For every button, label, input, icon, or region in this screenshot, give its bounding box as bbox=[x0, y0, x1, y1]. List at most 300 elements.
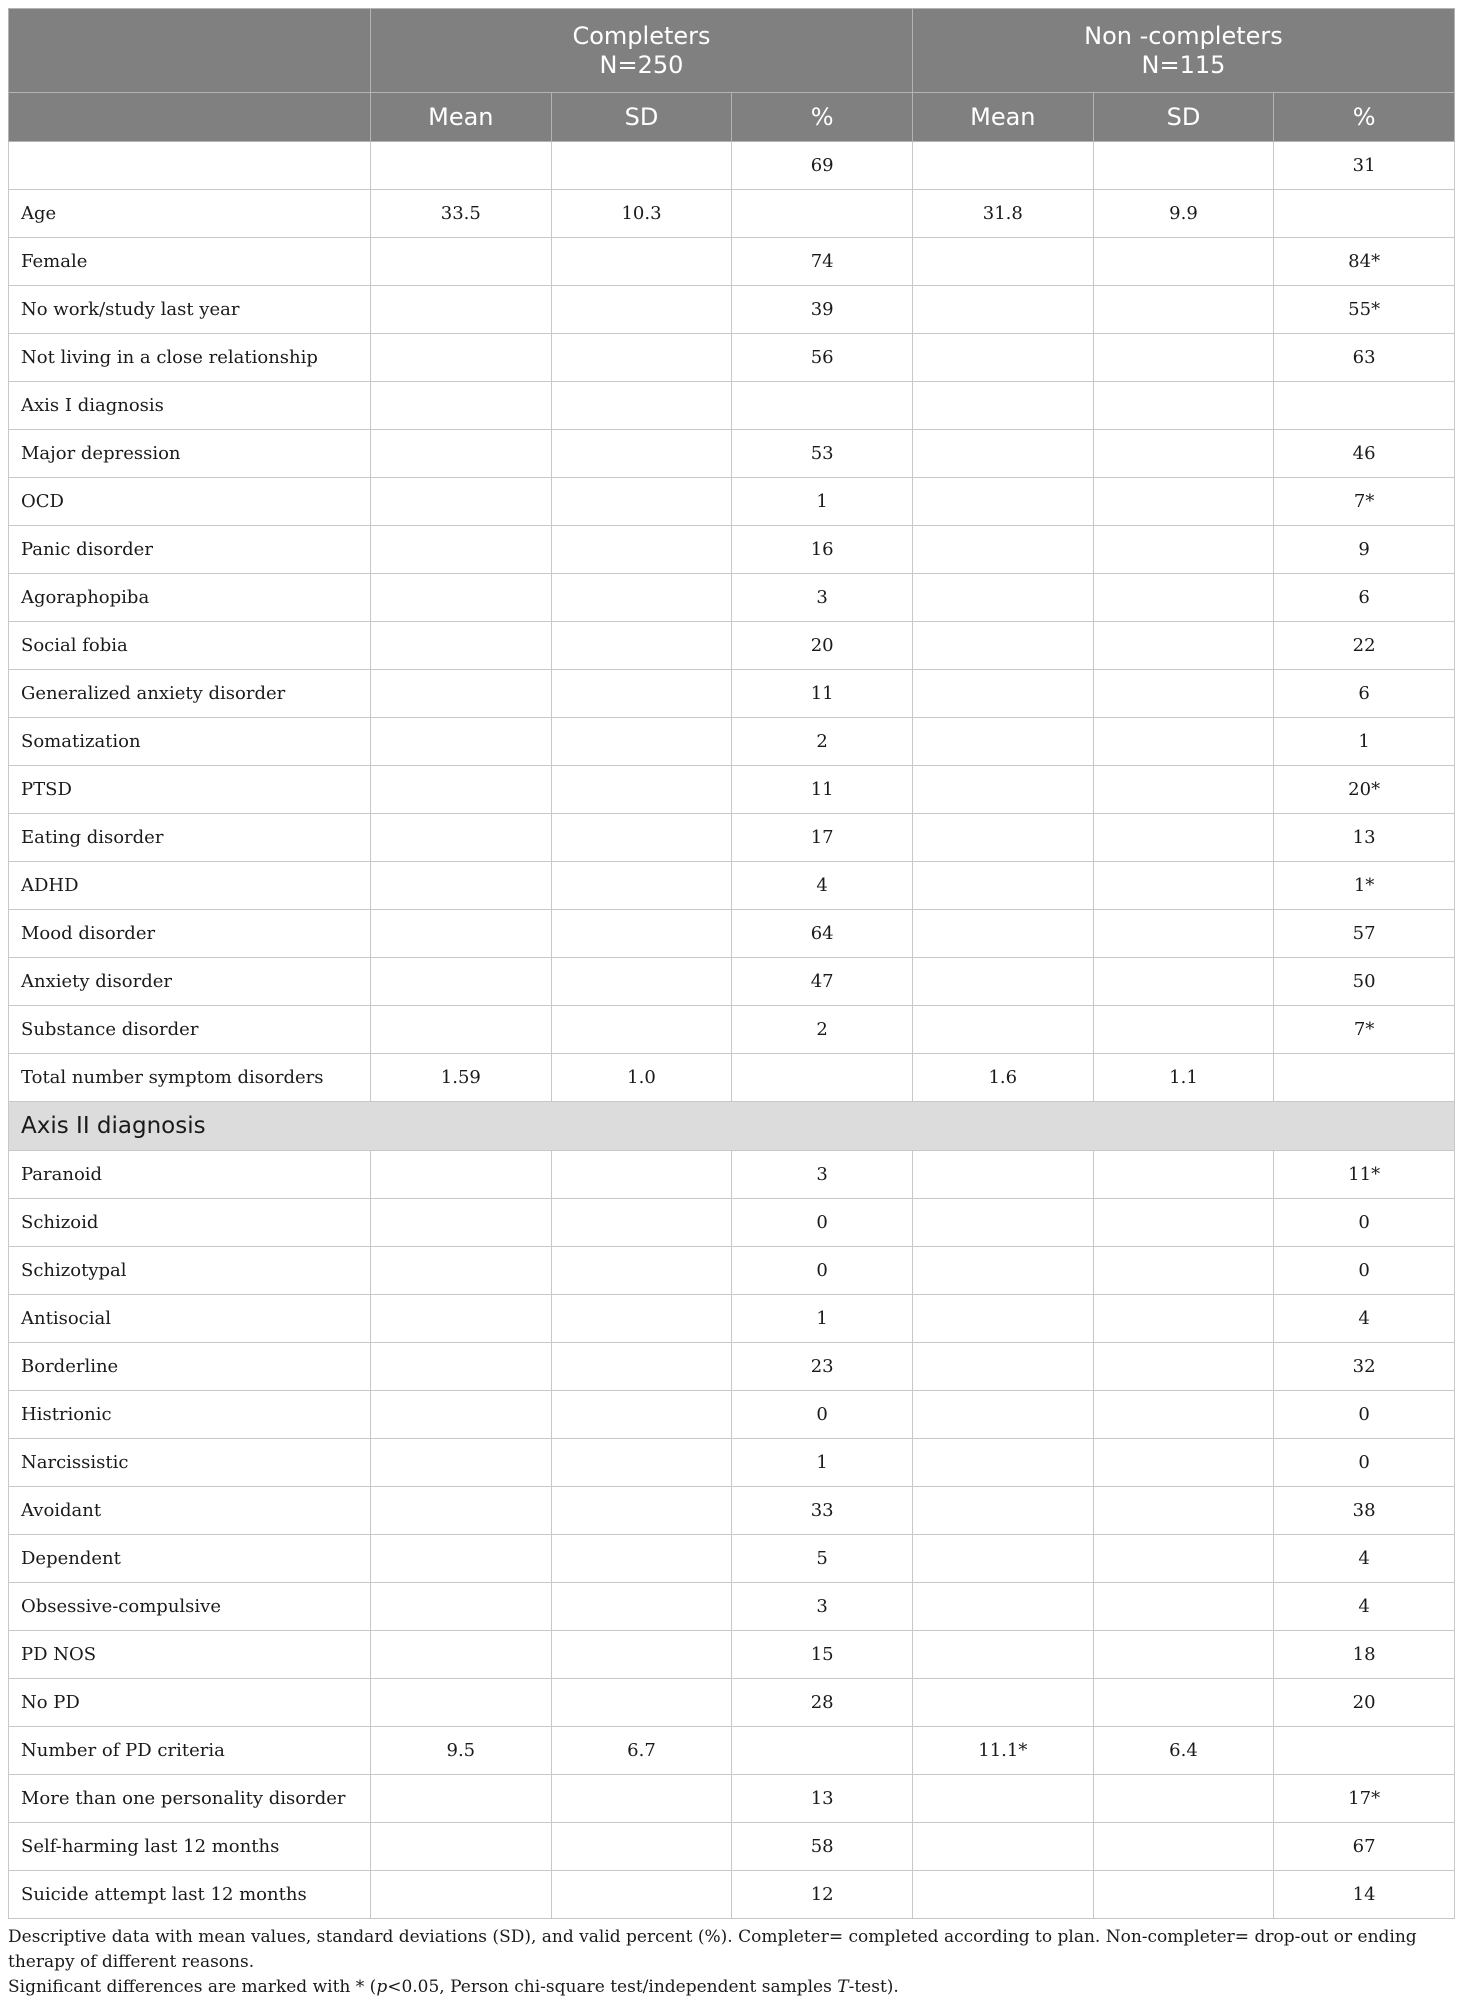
table-row bbox=[9, 1054, 1455, 1102]
table-cell: 32 bbox=[1274, 1343, 1455, 1391]
table-cell: 4 bbox=[1274, 1535, 1455, 1583]
table-cell bbox=[732, 382, 913, 430]
table-cell bbox=[1093, 814, 1274, 862]
table-cell bbox=[912, 766, 1093, 814]
table-row bbox=[9, 1535, 1455, 1583]
table-row bbox=[9, 478, 1455, 526]
table-cell bbox=[551, 1151, 732, 1199]
section-title: Axis II diagnosis bbox=[9, 1102, 1455, 1151]
table-cell: 67 bbox=[1274, 1823, 1455, 1871]
table-row bbox=[9, 1583, 1455, 1631]
header-sub-corner bbox=[9, 93, 371, 142]
table-cell bbox=[551, 382, 732, 430]
table-cell bbox=[371, 766, 552, 814]
row-label bbox=[9, 142, 371, 190]
table-cell bbox=[371, 382, 552, 430]
table-cell: 3 bbox=[732, 1151, 913, 1199]
table-cell bbox=[1093, 670, 1274, 718]
table-row bbox=[9, 142, 1455, 190]
header-sd: SD bbox=[1093, 93, 1274, 142]
table-cell bbox=[551, 142, 732, 190]
table-cell bbox=[551, 430, 732, 478]
row-label: ADHD bbox=[9, 862, 371, 910]
table-cell: 47 bbox=[732, 958, 913, 1006]
table-cell bbox=[551, 1535, 732, 1583]
table-cell: 13 bbox=[732, 1775, 913, 1823]
table-cell bbox=[1093, 574, 1274, 622]
table-cell bbox=[551, 718, 732, 766]
table-cell: 6.7 bbox=[551, 1727, 732, 1775]
table-cell bbox=[1274, 382, 1455, 430]
table-row bbox=[9, 1631, 1455, 1679]
table-row bbox=[9, 286, 1455, 334]
table-cell bbox=[1093, 1295, 1274, 1343]
footnote-italic-t: T bbox=[837, 1977, 849, 1997]
table-cell: 11.1* bbox=[912, 1727, 1093, 1775]
table-cell bbox=[1093, 862, 1274, 910]
table-row bbox=[9, 1391, 1455, 1439]
table-cell: 1.0 bbox=[551, 1054, 732, 1102]
row-label: Female bbox=[9, 238, 371, 286]
table-cell bbox=[1093, 1823, 1274, 1871]
table-row bbox=[9, 862, 1455, 910]
footnote-text: Significant differences are marked with * ( bbox=[8, 1977, 377, 1997]
table-cell bbox=[371, 1343, 552, 1391]
group-n: N=250 bbox=[599, 50, 684, 79]
table-cell bbox=[1093, 1439, 1274, 1487]
table-cell bbox=[371, 1679, 552, 1727]
table-cell bbox=[1093, 1871, 1274, 1919]
table-cell bbox=[1274, 190, 1455, 238]
group-n: N=115 bbox=[1141, 50, 1226, 79]
table-cell: 1* bbox=[1274, 862, 1455, 910]
table-cell: 20 bbox=[732, 622, 913, 670]
table-cell bbox=[1093, 718, 1274, 766]
table-cell bbox=[371, 718, 552, 766]
table-cell: 20 bbox=[1274, 1679, 1455, 1727]
table-cell bbox=[912, 1583, 1093, 1631]
table-cell bbox=[912, 958, 1093, 1006]
row-label: More than one personality disorder bbox=[9, 1775, 371, 1823]
row-label: Anxiety disorder bbox=[9, 958, 371, 1006]
table-cell bbox=[912, 622, 1093, 670]
table-cell bbox=[1093, 1199, 1274, 1247]
table-cell bbox=[371, 526, 552, 574]
table-cell: 4 bbox=[1274, 1583, 1455, 1631]
row-label: Dependent bbox=[9, 1535, 371, 1583]
table-cell bbox=[912, 1343, 1093, 1391]
table-cell bbox=[912, 1823, 1093, 1871]
table-row bbox=[9, 1199, 1455, 1247]
table-cell bbox=[912, 814, 1093, 862]
table-cell: 31 bbox=[1274, 142, 1455, 190]
table-row bbox=[9, 1439, 1455, 1487]
row-label: Narcissistic bbox=[9, 1439, 371, 1487]
table-cell: 17* bbox=[1274, 1775, 1455, 1823]
table-cell: 2 bbox=[732, 1006, 913, 1054]
table-cell bbox=[912, 1487, 1093, 1535]
footnote-text: -test). bbox=[848, 1977, 899, 1997]
table-cell: 6 bbox=[1274, 670, 1455, 718]
table-cell bbox=[1093, 334, 1274, 382]
row-label: Not living in a close relationship bbox=[9, 334, 371, 382]
table-cell: 46 bbox=[1274, 430, 1455, 478]
table-row bbox=[9, 958, 1455, 1006]
row-label: Major depression bbox=[9, 430, 371, 478]
table-cell bbox=[1274, 1054, 1455, 1102]
table-cell bbox=[912, 670, 1093, 718]
table-cell bbox=[371, 1439, 552, 1487]
table-cell bbox=[551, 286, 732, 334]
footnote-line-1: Descriptive data with mean values, standard deviations (SD), and valid percent (%). Completer= completed according to plan. Non-completer= drop-out or ending therapy of different reasons. bbox=[8, 1927, 1417, 1972]
table-cell bbox=[1093, 1487, 1274, 1535]
table-cell: 31.8 bbox=[912, 190, 1093, 238]
table-cell bbox=[371, 862, 552, 910]
table-cell: 28 bbox=[732, 1679, 913, 1727]
table-cell: 38 bbox=[1274, 1487, 1455, 1535]
row-label: No work/study last year bbox=[9, 286, 371, 334]
table-cell bbox=[551, 238, 732, 286]
footnote-line-2 bbox=[8, 1975, 1454, 2000]
row-label: Paranoid bbox=[9, 1151, 371, 1199]
table-cell bbox=[551, 1006, 732, 1054]
table-row bbox=[9, 1247, 1455, 1295]
table-cell bbox=[371, 1487, 552, 1535]
table-cell: 0 bbox=[732, 1247, 913, 1295]
table-cell: 64 bbox=[732, 910, 913, 958]
table-cell bbox=[371, 1151, 552, 1199]
table-cell: 20* bbox=[1274, 766, 1455, 814]
header-group-row bbox=[9, 9, 1455, 93]
table-cell: 6 bbox=[1274, 574, 1455, 622]
table-cell bbox=[1093, 1583, 1274, 1631]
table-cell: 17 bbox=[732, 814, 913, 862]
table-cell: 18 bbox=[1274, 1631, 1455, 1679]
table-cell bbox=[732, 1727, 913, 1775]
row-label: PTSD bbox=[9, 766, 371, 814]
table-cell: 12 bbox=[732, 1871, 913, 1919]
table-cell: 0 bbox=[1274, 1247, 1455, 1295]
row-label: Panic disorder bbox=[9, 526, 371, 574]
table-cell bbox=[912, 1775, 1093, 1823]
section-header-row bbox=[9, 1102, 1455, 1151]
table-cell bbox=[912, 1151, 1093, 1199]
table-cell bbox=[551, 1247, 732, 1295]
table-cell bbox=[371, 814, 552, 862]
table-cell bbox=[1093, 238, 1274, 286]
table-cell bbox=[912, 430, 1093, 478]
row-label: Self-harming last 12 months bbox=[9, 1823, 371, 1871]
table-cell bbox=[1093, 286, 1274, 334]
table-cell bbox=[912, 718, 1093, 766]
table-cell bbox=[912, 1199, 1093, 1247]
table-cell: 33.5 bbox=[371, 190, 552, 238]
footnote-text: <0.05, Person chi-square test/independent samples bbox=[387, 1977, 838, 1997]
table-cell bbox=[371, 1823, 552, 1871]
table-cell bbox=[371, 622, 552, 670]
table-cell bbox=[551, 862, 732, 910]
table-cell bbox=[912, 574, 1093, 622]
table-cell bbox=[1093, 1391, 1274, 1439]
row-label: Age bbox=[9, 190, 371, 238]
row-label: Borderline bbox=[9, 1343, 371, 1391]
table-cell: 1.59 bbox=[371, 1054, 552, 1102]
table-cell bbox=[551, 1487, 732, 1535]
table-cell bbox=[371, 1247, 552, 1295]
table-cell bbox=[1093, 1775, 1274, 1823]
table-cell bbox=[371, 430, 552, 478]
table-cell bbox=[551, 334, 732, 382]
table-cell bbox=[912, 526, 1093, 574]
descriptive-table bbox=[8, 8, 1455, 1919]
row-label: Histrionic bbox=[9, 1391, 371, 1439]
table-cell: 57 bbox=[1274, 910, 1455, 958]
table-cell: 10.3 bbox=[551, 190, 732, 238]
row-label: Avoidant bbox=[9, 1487, 371, 1535]
row-label: Schizotypal bbox=[9, 1247, 371, 1295]
table-row bbox=[9, 190, 1455, 238]
table-cell: 23 bbox=[732, 1343, 913, 1391]
table-cell: 1 bbox=[732, 1439, 913, 1487]
table-cell: 84* bbox=[1274, 238, 1455, 286]
table-cell bbox=[371, 334, 552, 382]
table-cell: 0 bbox=[1274, 1391, 1455, 1439]
table-cell: 14 bbox=[1274, 1871, 1455, 1919]
row-label: Mood disorder bbox=[9, 910, 371, 958]
table-cell bbox=[371, 1583, 552, 1631]
table-row bbox=[9, 238, 1455, 286]
table-cell bbox=[551, 958, 732, 1006]
header-mean: Mean bbox=[912, 93, 1093, 142]
table-cell: 69 bbox=[732, 142, 913, 190]
table-cell bbox=[1093, 1535, 1274, 1583]
table-cell bbox=[1093, 1679, 1274, 1727]
table-cell bbox=[912, 478, 1093, 526]
table-cell: 9 bbox=[1274, 526, 1455, 574]
table-cell bbox=[1093, 1631, 1274, 1679]
table-header bbox=[9, 9, 1455, 142]
table-row bbox=[9, 766, 1455, 814]
table-cell bbox=[551, 526, 732, 574]
header-sub-row bbox=[9, 93, 1455, 142]
table-cell bbox=[1093, 1247, 1274, 1295]
table-cell bbox=[1093, 766, 1274, 814]
table-cell bbox=[371, 1006, 552, 1054]
table-cell: 55* bbox=[1274, 286, 1455, 334]
table-cell: 74 bbox=[732, 238, 913, 286]
table-cell bbox=[912, 1295, 1093, 1343]
table-row bbox=[9, 622, 1455, 670]
table-cell: 9.9 bbox=[1093, 190, 1274, 238]
table-cell bbox=[371, 142, 552, 190]
table-row bbox=[9, 1679, 1455, 1727]
table-cell: 0 bbox=[732, 1391, 913, 1439]
table-row bbox=[9, 1295, 1455, 1343]
row-label: Antisocial bbox=[9, 1295, 371, 1343]
table-cell: 0 bbox=[1274, 1199, 1455, 1247]
table-cell bbox=[371, 1871, 552, 1919]
table-cell bbox=[371, 910, 552, 958]
table-cell bbox=[912, 1871, 1093, 1919]
table-cell bbox=[1093, 430, 1274, 478]
table-row bbox=[9, 526, 1455, 574]
table-cell bbox=[551, 622, 732, 670]
table-cell: 1 bbox=[732, 478, 913, 526]
row-label: Generalized anxiety disorder bbox=[9, 670, 371, 718]
table-cell: 6.4 bbox=[1093, 1727, 1274, 1775]
table-cell: 13 bbox=[1274, 814, 1455, 862]
table-cell: 58 bbox=[732, 1823, 913, 1871]
table-row bbox=[9, 1727, 1455, 1775]
table-cell bbox=[551, 1679, 732, 1727]
table-cell bbox=[551, 910, 732, 958]
table-cell bbox=[551, 1199, 732, 1247]
table-cell: 63 bbox=[1274, 334, 1455, 382]
table-row bbox=[9, 814, 1455, 862]
table-cell bbox=[371, 574, 552, 622]
table-cell bbox=[912, 1535, 1093, 1583]
table-cell: 4 bbox=[732, 862, 913, 910]
header-group-non-completers bbox=[912, 9, 1454, 93]
row-label: Axis I diagnosis bbox=[9, 382, 371, 430]
table-cell bbox=[551, 1391, 732, 1439]
header-percent: % bbox=[1274, 93, 1455, 142]
row-label: PD NOS bbox=[9, 1631, 371, 1679]
table-cell: 5 bbox=[732, 1535, 913, 1583]
table-cell bbox=[912, 1247, 1093, 1295]
table-cell bbox=[1093, 478, 1274, 526]
table-cell bbox=[1093, 1343, 1274, 1391]
table-row bbox=[9, 574, 1455, 622]
table-cell bbox=[1274, 1727, 1455, 1775]
table-cell: 39 bbox=[732, 286, 913, 334]
table-cell bbox=[912, 142, 1093, 190]
table-cell: 3 bbox=[732, 1583, 913, 1631]
table-footnote bbox=[8, 1925, 1454, 2000]
row-label: Social fobia bbox=[9, 622, 371, 670]
header-corner bbox=[9, 9, 371, 93]
table-cell bbox=[912, 1006, 1093, 1054]
table-cell: 53 bbox=[732, 430, 913, 478]
table-cell bbox=[371, 1775, 552, 1823]
table-cell bbox=[1093, 1006, 1274, 1054]
group-title: Completers bbox=[572, 21, 711, 50]
table-cell bbox=[371, 1391, 552, 1439]
table-cell bbox=[912, 334, 1093, 382]
table-cell: 1 bbox=[1274, 718, 1455, 766]
table-cell bbox=[732, 1054, 913, 1102]
table-cell bbox=[1093, 1151, 1274, 1199]
table-cell: 9.5 bbox=[371, 1727, 552, 1775]
table-container bbox=[8, 8, 1454, 2000]
table-body bbox=[9, 142, 1455, 1919]
table-row bbox=[9, 1487, 1455, 1535]
table-row bbox=[9, 430, 1455, 478]
table-cell bbox=[551, 1343, 732, 1391]
header-sd: SD bbox=[551, 93, 732, 142]
table-cell: 1.1 bbox=[1093, 1054, 1274, 1102]
table-cell bbox=[551, 574, 732, 622]
table-cell: 11* bbox=[1274, 1151, 1455, 1199]
table-cell: 0 bbox=[732, 1199, 913, 1247]
table-row bbox=[9, 1775, 1455, 1823]
table-cell: 2 bbox=[732, 718, 913, 766]
footnote-italic-p: p bbox=[376, 1977, 388, 1997]
table-cell bbox=[912, 382, 1093, 430]
table-row bbox=[9, 382, 1455, 430]
table-cell bbox=[371, 1295, 552, 1343]
table-cell bbox=[371, 1631, 552, 1679]
table-cell bbox=[1093, 910, 1274, 958]
row-label: Agoraphopiba bbox=[9, 574, 371, 622]
row-label: Eating disorder bbox=[9, 814, 371, 862]
row-label: Number of PD criteria bbox=[9, 1727, 371, 1775]
row-label: Substance disorder bbox=[9, 1006, 371, 1054]
table-row bbox=[9, 670, 1455, 718]
table-cell bbox=[371, 478, 552, 526]
table-cell bbox=[551, 478, 732, 526]
table-cell bbox=[551, 814, 732, 862]
row-label: Suicide attempt last 12 months bbox=[9, 1871, 371, 1919]
table-cell: 7* bbox=[1274, 478, 1455, 526]
table-cell bbox=[551, 1823, 732, 1871]
table-cell bbox=[551, 1295, 732, 1343]
table-row bbox=[9, 1343, 1455, 1391]
table-cell: 3 bbox=[732, 574, 913, 622]
table-cell bbox=[912, 238, 1093, 286]
table-cell bbox=[1093, 382, 1274, 430]
table-row bbox=[9, 334, 1455, 382]
row-label: Somatization bbox=[9, 718, 371, 766]
table-cell bbox=[912, 862, 1093, 910]
table-cell: 16 bbox=[732, 526, 913, 574]
table-cell bbox=[371, 1535, 552, 1583]
header-percent: % bbox=[732, 93, 913, 142]
table-cell bbox=[1093, 142, 1274, 190]
header-group-completers bbox=[371, 9, 913, 93]
table-cell: 33 bbox=[732, 1487, 913, 1535]
table-cell bbox=[1093, 622, 1274, 670]
table-cell bbox=[912, 1391, 1093, 1439]
row-label: OCD bbox=[9, 478, 371, 526]
table-cell: 11 bbox=[732, 670, 913, 718]
table-cell bbox=[551, 1775, 732, 1823]
table-cell bbox=[371, 238, 552, 286]
table-cell bbox=[371, 958, 552, 1006]
table-row bbox=[9, 1823, 1455, 1871]
table-cell bbox=[912, 910, 1093, 958]
table-cell bbox=[371, 1199, 552, 1247]
table-cell bbox=[1093, 958, 1274, 1006]
table-cell: 7* bbox=[1274, 1006, 1455, 1054]
table-row bbox=[9, 1871, 1455, 1919]
table-cell bbox=[732, 190, 913, 238]
table-cell: 4 bbox=[1274, 1295, 1455, 1343]
table-cell bbox=[551, 1583, 732, 1631]
table-cell bbox=[551, 1439, 732, 1487]
table-cell bbox=[371, 286, 552, 334]
table-cell: 15 bbox=[732, 1631, 913, 1679]
table-cell bbox=[912, 1631, 1093, 1679]
table-cell bbox=[551, 1631, 732, 1679]
row-label: Obsessive-compulsive bbox=[9, 1583, 371, 1631]
table-cell: 50 bbox=[1274, 958, 1455, 1006]
table-cell bbox=[912, 1439, 1093, 1487]
table-cell bbox=[1093, 526, 1274, 574]
row-label: Total number symptom disorders bbox=[9, 1054, 371, 1102]
table-cell bbox=[371, 670, 552, 718]
table-cell: 11 bbox=[732, 766, 913, 814]
